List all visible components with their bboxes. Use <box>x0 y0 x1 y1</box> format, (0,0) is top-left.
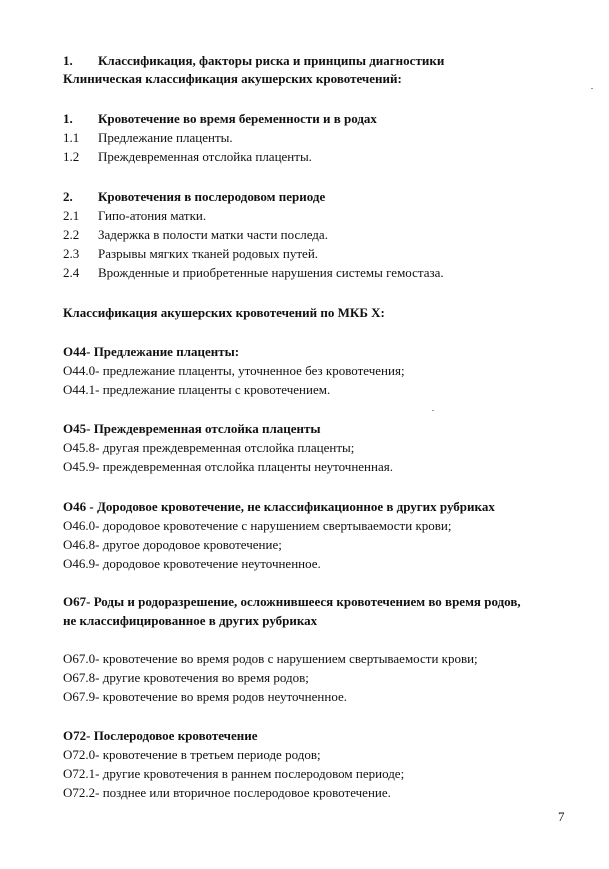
list-item-text: Задержка в полости матки части последа. <box>98 227 328 242</box>
list-item-number: 1.1 <box>63 130 80 145</box>
list-item: О46.8- другое дородовое кровотечение; <box>63 537 282 552</box>
list-item-text: Преждевременная отслойка плаценты. <box>98 149 312 164</box>
list-item-text: Разрывы мягких тканей родовых путей. <box>98 246 319 261</box>
o72-heading: О72- Послеродовое кровотечение <box>63 728 258 743</box>
o46-heading: О46 - Дородовое кровотечение, не классификационное в других рубриках <box>63 499 495 514</box>
list-item-number: 2.2 <box>63 227 80 242</box>
main-heading-title: Классификация, факторы риска и принципы диагностики <box>98 53 445 68</box>
list-item: О67.9- кровотечение во время родов неуточненное. <box>63 689 348 704</box>
scan-speck <box>432 410 434 411</box>
list-item-text: Гипо-атония матки. <box>98 208 207 223</box>
list-item <box>63 207 206 224</box>
o67-heading-line2: не классифицированное в других рубриках <box>63 613 318 628</box>
list-item: О46.0- дородовое кровотечение с нарушением свертываемости крови; <box>63 518 452 533</box>
mkb-classification-heading: Классификация акушерских кровотечений по МКБ Х: <box>63 305 385 320</box>
list-item: О45.9- преждевременная отслойка плаценты неуточненная. <box>63 459 393 474</box>
list-item <box>63 264 444 281</box>
clinical-classification-subtitle: Клиническая классификация акушерских кровотечений: <box>63 71 402 86</box>
list-item: О44.0- предлежание плаценты, уточненное без кровотечения; <box>63 363 405 378</box>
section1-heading <box>63 110 377 127</box>
section2-number: 2. <box>63 189 73 204</box>
o44-heading: О44- Предлежание плаценты: <box>63 344 240 359</box>
list-item: О72.0- кровотечение в третьем периоде родов; <box>63 747 321 762</box>
list-item-number: 2.3 <box>63 246 80 261</box>
main-heading <box>63 52 444 69</box>
section2-title: Кровотечения в послеродовом периоде <box>98 189 326 204</box>
list-item <box>63 226 328 243</box>
scan-speck <box>591 88 593 89</box>
section1-title: Кровотечение во время беременности и в родах <box>98 111 377 126</box>
main-heading-number: 1. <box>63 53 73 68</box>
list-item: О72.1- другие кровотечения в раннем послеродовом периоде; <box>63 766 405 781</box>
list-item-number: 2.4 <box>63 265 80 280</box>
section1-number: 1. <box>63 111 73 126</box>
list-item-number: 1.2 <box>63 149 80 164</box>
list-item-number: 2.1 <box>63 208 80 223</box>
list-item: О67.8- другие кровотечения во время родов; <box>63 670 309 685</box>
list-item <box>63 129 233 146</box>
list-item <box>63 148 312 165</box>
section2-heading <box>63 188 325 205</box>
o45-heading: О45- Преждевременная отслойка плаценты <box>63 421 321 436</box>
page-number: 7 <box>558 809 565 824</box>
list-item: О72.2- позднее или вторичное послеродовое кровотечение. <box>63 785 391 800</box>
list-item-text: Врожденные и приобретенные нарушения системы гемостаза. <box>98 265 444 280</box>
list-item: О45.8- другая преждевременная отслойка плаценты; <box>63 440 355 455</box>
list-item-text: Предлежание плаценты. <box>98 130 233 145</box>
list-item: О67.0- кровотечение во время родов с нарушением свертываемости крови; <box>63 651 478 666</box>
o67-heading-line1: О67- Роды и родоразрешение, осложнившееся кровотечением во время родов, <box>63 594 521 609</box>
list-item <box>63 245 318 262</box>
list-item: О44.1- предлежание плаценты с кровотечением. <box>63 382 331 397</box>
list-item: О46.9- дородовое кровотечение неуточненное. <box>63 556 321 571</box>
